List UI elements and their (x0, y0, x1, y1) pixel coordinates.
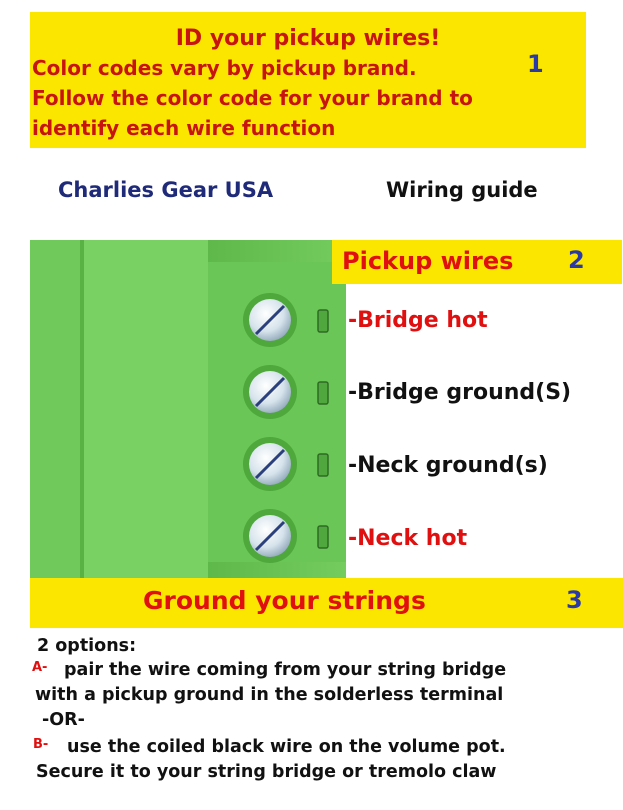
brand-name: Charlies Gear USA (58, 178, 274, 202)
step3-number: 3 (566, 586, 583, 614)
step3-banner (30, 578, 623, 628)
option-b-line1: use the coiled black wire on the volume pot. (67, 737, 506, 757)
step1-line3: identify each wire function (32, 116, 336, 140)
option-a-marker: A- (32, 660, 48, 675)
step2-banner (332, 240, 622, 284)
step2-title: Pickup wires (342, 247, 514, 275)
step1-title: ID your pickup wires! (175, 26, 441, 51)
or-divider: -OR- (42, 710, 85, 730)
wire-label-bridge-ground: -Bridge ground(S) (348, 380, 572, 405)
wire-label-bridge-hot: -Bridge hot (348, 308, 488, 333)
terminal-block-image (30, 240, 346, 578)
option-b-marker: B- (33, 737, 49, 752)
options-heading: 2 options: (37, 636, 137, 656)
step1-line1: Color codes vary by pickup brand. (32, 56, 417, 80)
option-a-line1: pair the wire coming from your string bridge (64, 660, 507, 680)
step2-number: 2 (568, 246, 585, 274)
guide-title: Wiring guide (386, 178, 538, 202)
step1-banner (30, 12, 586, 148)
wire-label-neck-ground: -Neck ground(s) (348, 453, 548, 478)
option-b-line2: Secure it to your string bridge or tremolo claw (36, 762, 497, 782)
option-a-line2: with a pickup ground in the solderless terminal (35, 685, 504, 705)
step1-line2: Follow the color code for your brand to (32, 86, 473, 110)
wire-label-neck-hot: -Neck hot (348, 526, 468, 551)
step3-title: Ground your strings (143, 586, 426, 615)
step1-number: 1 (527, 50, 544, 78)
